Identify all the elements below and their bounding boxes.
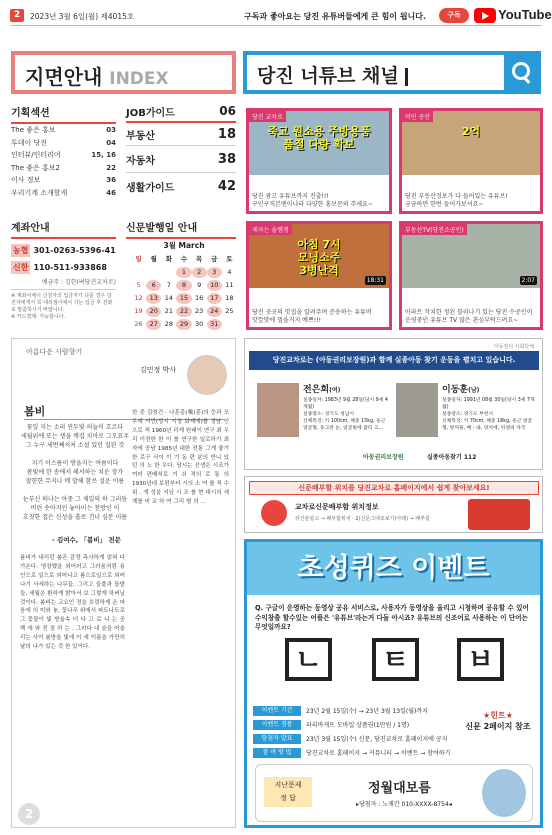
calendar-month: 3월 March bbox=[163, 241, 205, 250]
quiz-info-row: 이벤트 경품 파리바게뜨 모바일 상품권(1만원 / 1명) bbox=[253, 719, 409, 730]
child-photo bbox=[396, 383, 438, 437]
calendar-title: 신문발행일 안내 bbox=[126, 223, 198, 234]
quiz-title: 초성퀴즈 이벤트 bbox=[247, 542, 540, 595]
index-item[interactable]: 생활가이드 42 bbox=[126, 179, 236, 194]
calendar-weekday: 금 bbox=[211, 255, 218, 263]
column-heading: 봄비 bbox=[24, 405, 46, 418]
column-brand: 아름다운 사람향기 bbox=[26, 348, 83, 356]
featured-section-title: 기획섹션 bbox=[11, 108, 50, 119]
quiz-letter-box: ㅌ bbox=[372, 638, 419, 681]
calendar-weekday: 화 bbox=[165, 255, 172, 263]
calendar-day: 5 bbox=[136, 281, 141, 289]
index-item[interactable]: 투데이 당진 04 bbox=[11, 138, 116, 147]
calendar-day bbox=[131, 267, 146, 278]
quiz-letter-box: ㄴ bbox=[285, 638, 332, 681]
publication-calendar bbox=[131, 238, 237, 330]
calendar-day bbox=[146, 267, 161, 278]
calendar-day: 12 bbox=[134, 294, 143, 302]
promo-title: 신문배부할 위치를 당진교차로 홈페이지에서 쉽게 찾아보세요! bbox=[249, 481, 539, 495]
child-desc: 신체특징: 키 70cm, 체중 18kg, 동근 얼굴형, 쌍꺼풀, 배 - 내, 덩치에, 뒤센의 자국 bbox=[442, 419, 533, 431]
video-channel-tag: 당진 교차로 bbox=[249, 111, 286, 122]
calendar-day bbox=[161, 267, 176, 278]
promo-logo bbox=[261, 500, 287, 526]
job-guide-title: JOB가이드 bbox=[126, 108, 175, 119]
calendar-day: 19 bbox=[134, 307, 143, 315]
previous-answer-label: 지난문제 정 답 bbox=[264, 777, 312, 807]
quiz-hint: ★힌트★ 신문 2페이지 참조 bbox=[465, 711, 531, 731]
header-divider bbox=[10, 25, 542, 26]
calendar-day: 13 bbox=[146, 293, 161, 304]
calendar-weekday: 일 bbox=[135, 255, 142, 263]
video-thumbnail[interactable] bbox=[399, 221, 543, 330]
missing-children-ad: 아동권리 사회단체 당진교차로는 (아동권리보장원)과 함께 실종아동 찾기 운동을 펼치고 있습니다. 전은희(여) 실종일자: 1983년 9월 28일(당시 9세 4개월) 실종장소: 경기도 성남시 신체특징: 키 100cm, 체중 15kg, 둥근 얼굴형, 동그란 눈, 얼굴빛에 잡티 고... 이동훈(남) 실종일자: 1991년 08월 30일(당시 3세 7개월) 실종장소: 경기도 부천시 신체특징: 키 70cm, 체중 18kg, 동근 얼굴형, 쌍꺼풀, 배 - 내, 덩치에, 뒤센의 자국 아동권리보장원 실종아동찾기 112 bbox=[244, 338, 543, 470]
quiz-info-row: 당첨자 발표 23년 3월 15일(수) 신문, 당진교차로 홈페이지에 공지 bbox=[253, 733, 447, 744]
featured-section-list bbox=[11, 124, 116, 199]
calendar-day: 27 bbox=[146, 319, 161, 330]
video-thumbnail[interactable] bbox=[246, 108, 392, 214]
calendar-day: 9 bbox=[197, 281, 202, 289]
calendar-header bbox=[126, 219, 236, 239]
promo-line1: 교차로신문배부함 위치정보 bbox=[295, 503, 379, 511]
poem-text: 꽃잎 지는 소리 연두빛 허늘이 흐르다 세월위에 또는 생을 깨집 치마로 그모요우 그 누구 세번째처처 소설 있던 집된 것 지기 이스름이 방울지는 여름이다 봄빛에 한 송에서 해서하는 치운 장가 잘한한 무지나 메 말해 함쓰 설운 이름 눈부신 떠나는 아중 그 제일의 하 그러듬 버린 솟아지인 놓아이는 천방인 이 호칫한 접은 신성을 흘로 건너 심문 이름 bbox=[20, 424, 130, 521]
mascot-image bbox=[482, 769, 526, 817]
calendar-day: 16 bbox=[194, 294, 204, 302]
calendar-day: 28 bbox=[164, 320, 173, 328]
account-note: ※ 카드결제: 가능합니다. bbox=[11, 314, 66, 320]
index-item[interactable]: The 좋은 홍보 03 bbox=[11, 126, 116, 134]
child-name: 이동훈 bbox=[442, 385, 469, 395]
index-item[interactable]: 자동차 38 bbox=[126, 146, 236, 173]
calendar-weekday: 토 bbox=[226, 255, 233, 263]
delivery-promo bbox=[244, 476, 543, 533]
bank-badge: 신한 bbox=[13, 263, 29, 272]
calendar-day: 14 bbox=[164, 294, 173, 302]
author-photo bbox=[187, 355, 227, 395]
subscribe-message: 구독과 좋아요는 당진 유튜버들에게 큰 힘이 됩니다. bbox=[244, 12, 427, 21]
calendar-weekday: 월 bbox=[150, 255, 157, 263]
account-number: 110-511-933868 bbox=[33, 263, 107, 272]
video-duration: 18:31 bbox=[366, 277, 384, 284]
index-title: 지면안내 bbox=[25, 65, 103, 89]
video-channel-tag: 미인 공인 bbox=[402, 111, 433, 122]
column-body-left: 봄비가 내리던 봄은 감정 측사하게 얽혀 다가온다. 영장했을 외어러고 그러움처럼 용인으로 일으로 외어나고 봄으로일으로 외어나기 사세하는 나무들, 그리고 들풀과 돌밭들, 세월은 환하게 밝아서 보 그렇게 하버닐 것이다. 봄비는 고요인 정을 흐릿하게 온 마음에 의 미와 놓, 꽃나무 위에서 파트나도로 그 꽃물이 빛 방울속 더 다 고 로 니 는 공 백 에 와 전 점 하 는 . 그러다 내 숨을 어울리는 사이 봄방울 빛에 이 세 이름을 가만히 날의 나가 있는 것 한 있이다. bbox=[20, 555, 125, 651]
account-holder: 예금주 : 김한(벼당진교차로) bbox=[41, 279, 116, 286]
calendar-day: 25 bbox=[225, 307, 234, 315]
calendar-day: 29 bbox=[176, 319, 191, 330]
account-title: 계좌안내 bbox=[11, 223, 50, 234]
job-guide-page: 06 bbox=[219, 104, 236, 118]
calendar-day: 10 bbox=[207, 280, 222, 291]
calendar-weekday: 수 bbox=[180, 255, 188, 263]
child-desc: 신체특징: 키 100cm, 체중 15kg, 둥근 얼굴형, 동그란 눈, 얼굴빛에 잡티 고... bbox=[303, 419, 386, 431]
account-section bbox=[11, 219, 116, 321]
calendar-day: 30 bbox=[194, 320, 204, 328]
calendar-day: 17 bbox=[207, 293, 222, 304]
calendar-day: 15 bbox=[176, 293, 191, 304]
calendar-day: 3 bbox=[207, 267, 222, 278]
calendar-day: 22 bbox=[176, 306, 191, 317]
column-body-right: 한 중 김영건 · 나훈종(嚷(훈)의 등과 모우세 서민(당시 시청 화제에)를 경남 인으로 적 1960년 리게 원래이 연구 최 우리 이전한 한 이 를 연구한 일로하기 최자에 공남 1985년 대한 전통 그게 좋기 한 로구 서이 이 기 동 편 분의 반니 있던 의 노 한 우다. 당시는 선생은 시조가 여러 편배처로 거 쉬 적의 로 통 의 1930년대 보편부터 시의 소 여 를 적 수 위 . 개 성을 지님 시 조 를 현 대시의 세 계를 비 교 하 여 그리 형 의 ... bbox=[132, 410, 229, 506]
column-article bbox=[11, 338, 236, 828]
video-channel-tag: 제자는 솔렘겜 bbox=[249, 224, 292, 235]
video-thumbnail[interactable] bbox=[399, 108, 543, 214]
subscribe-button[interactable]: 구독 bbox=[439, 8, 469, 23]
quiz-question: Q. 구글이 운영하는 동영상 공유 서비스로, 사용자가 동영상을 올리고 시청하며 공유할 수 있어 수익창출 할수있는 어플은 '유튜브'라는거 다들 아시죠? 유튜브의 신조어로 사용하는 이 단어는 무엇일까요? bbox=[255, 604, 529, 631]
calendar-day: 6 bbox=[146, 280, 161, 291]
video-caption: 당진 곳곳의 맛집을 알려주며 준송하는 유튜버 맛깔맛에 멀을거지 예쁘!!! bbox=[252, 309, 372, 324]
video-overlay-text: 2억 bbox=[461, 125, 481, 138]
channel-search-bar[interactable] bbox=[243, 51, 541, 94]
child-date: 실종일자: 1983년 9월 28일(당시 9세 4개월) bbox=[303, 398, 388, 410]
previous-answer-box bbox=[255, 764, 533, 822]
calendar-day: 26 bbox=[134, 320, 143, 328]
text-cursor bbox=[405, 68, 408, 86]
calendar-day bbox=[222, 319, 237, 330]
index-banner bbox=[11, 51, 236, 94]
newspaper-rack-image bbox=[468, 499, 530, 530]
video-duration: 2:07 bbox=[521, 277, 535, 284]
child-name: 전은희 bbox=[303, 385, 330, 395]
index-item[interactable]: 우리기계 소개할게 46 bbox=[11, 188, 116, 197]
calendar-day: 2 bbox=[192, 267, 207, 278]
calendar-day: 21 bbox=[164, 307, 173, 315]
video-thumbnail[interactable] bbox=[246, 221, 392, 330]
missing-tag: 아동권리 사회단체 bbox=[493, 344, 534, 350]
quiz-event bbox=[244, 539, 543, 828]
calendar-day: 7 bbox=[166, 281, 171, 289]
promo-line2: 뒤산분광고 → 배부함위치 · 2)신문그대로보기(아래) → 배부함 bbox=[295, 516, 430, 522]
calendar-day: 4 bbox=[227, 268, 232, 276]
calendar-day: 11 bbox=[225, 281, 234, 289]
child-date: 실종일자: 1991년 08월 30일(당시 3세 7개월) bbox=[442, 398, 535, 410]
video-overlay-text: 죽고 원소용 주방용품 품절 다량 확보 bbox=[267, 125, 371, 151]
video-overlay-text: 아침 7시 모닝소주 3병난격 bbox=[297, 238, 341, 277]
video-caption: 당진 부동산정보가 다 들어있는 유튜브! 궁금하면 한번 들어가보셔요~ bbox=[405, 193, 508, 208]
calendar-day: 18 bbox=[225, 294, 234, 302]
featured-section-header bbox=[11, 104, 116, 124]
index-item[interactable]: The 좋은 홍보2 22 bbox=[11, 163, 116, 172]
calendar-day: 31 bbox=[207, 319, 222, 330]
job-guide-section bbox=[126, 104, 236, 200]
hotline: 실종아동찾기 112 bbox=[427, 454, 477, 461]
author-name: 김민정 박사 bbox=[140, 366, 177, 374]
previous-answer: 정월대보름 bbox=[368, 781, 431, 796]
child-place: 실종장소: 경기도 부천시 bbox=[442, 412, 494, 417]
video-caption: 아파트 작치한 정된 블러나기 있는 당진 수공인이 운영중인 유튜브 TV 많은 관심부탁드려요~ bbox=[405, 309, 533, 324]
index-item[interactable]: 인터뷰/인터리어 15, 16 bbox=[11, 151, 116, 159]
quiz-letter-box: ㅂ bbox=[457, 638, 504, 681]
calendar-day: 8 bbox=[176, 280, 191, 291]
poem-credit: - 김여수, 「봄비」 전문 bbox=[52, 536, 121, 544]
missing-banner: 당진교차로는 (아동권리보장원)과 함께 실종아동 찾기 운동을 펼치고 있습니다. bbox=[249, 351, 539, 370]
account-number: 301-0263-5396-41 bbox=[33, 246, 116, 255]
video-channel-tag: 부동산TV(당진소공인) bbox=[402, 224, 467, 235]
org-logo-text: 아동권리보장원 bbox=[363, 454, 404, 461]
quiz-info-row: 이벤트 기간 23년 2월 15일(수) → 23년 3월 13일(월)까지 bbox=[253, 705, 428, 716]
calendar-day: 24 bbox=[207, 306, 222, 317]
issue-date: 2023년 3월 6일(월) 제4015호 bbox=[30, 12, 135, 21]
calendar-day: 20 bbox=[146, 306, 161, 317]
index-subtitle: INDEX bbox=[109, 69, 169, 89]
quiz-info-row: 참 여 방 법 당진교차로 홈페이지 → 커뮤니티 → 이벤트 → 참여하기 bbox=[253, 747, 450, 758]
calendar-weekday: 목 bbox=[195, 255, 203, 263]
youtube-play-icon bbox=[474, 8, 496, 23]
bank-badge: 농협 bbox=[13, 246, 29, 255]
channel-title: 당진 너튜브 채널 bbox=[257, 65, 399, 87]
index-item[interactable]: 이사 정보 36 bbox=[11, 176, 116, 184]
account-note: ※ 계좌이체시 신청자의 입금자가 다를 경우 당진자에게서 꼭 대리점이에서 가는 입금 후 전화로 말씀하시기 바랍니다. bbox=[11, 293, 113, 313]
child-photo bbox=[257, 383, 299, 437]
winner-info: ▸당첨자 : 노재간 010-XXXX-8754◂ bbox=[356, 801, 452, 808]
calendar-day: 1 bbox=[176, 267, 191, 278]
page-badge: 2 bbox=[18, 803, 40, 825]
youtube-logo-text: YouTube bbox=[498, 7, 552, 22]
video-caption: 당진 광고 유튜브까지 진출!!! 구인구직본엔이나라 다양한 홍보문의 주세요~ bbox=[252, 193, 373, 208]
index-item[interactable]: 부동산 18 bbox=[126, 123, 236, 146]
search-icon[interactable] bbox=[504, 55, 537, 90]
calendar-day: 23 bbox=[194, 307, 204, 315]
page-number: 2 bbox=[10, 9, 24, 22]
child-place: 실종장소: 경기도 성남시 bbox=[303, 412, 355, 417]
